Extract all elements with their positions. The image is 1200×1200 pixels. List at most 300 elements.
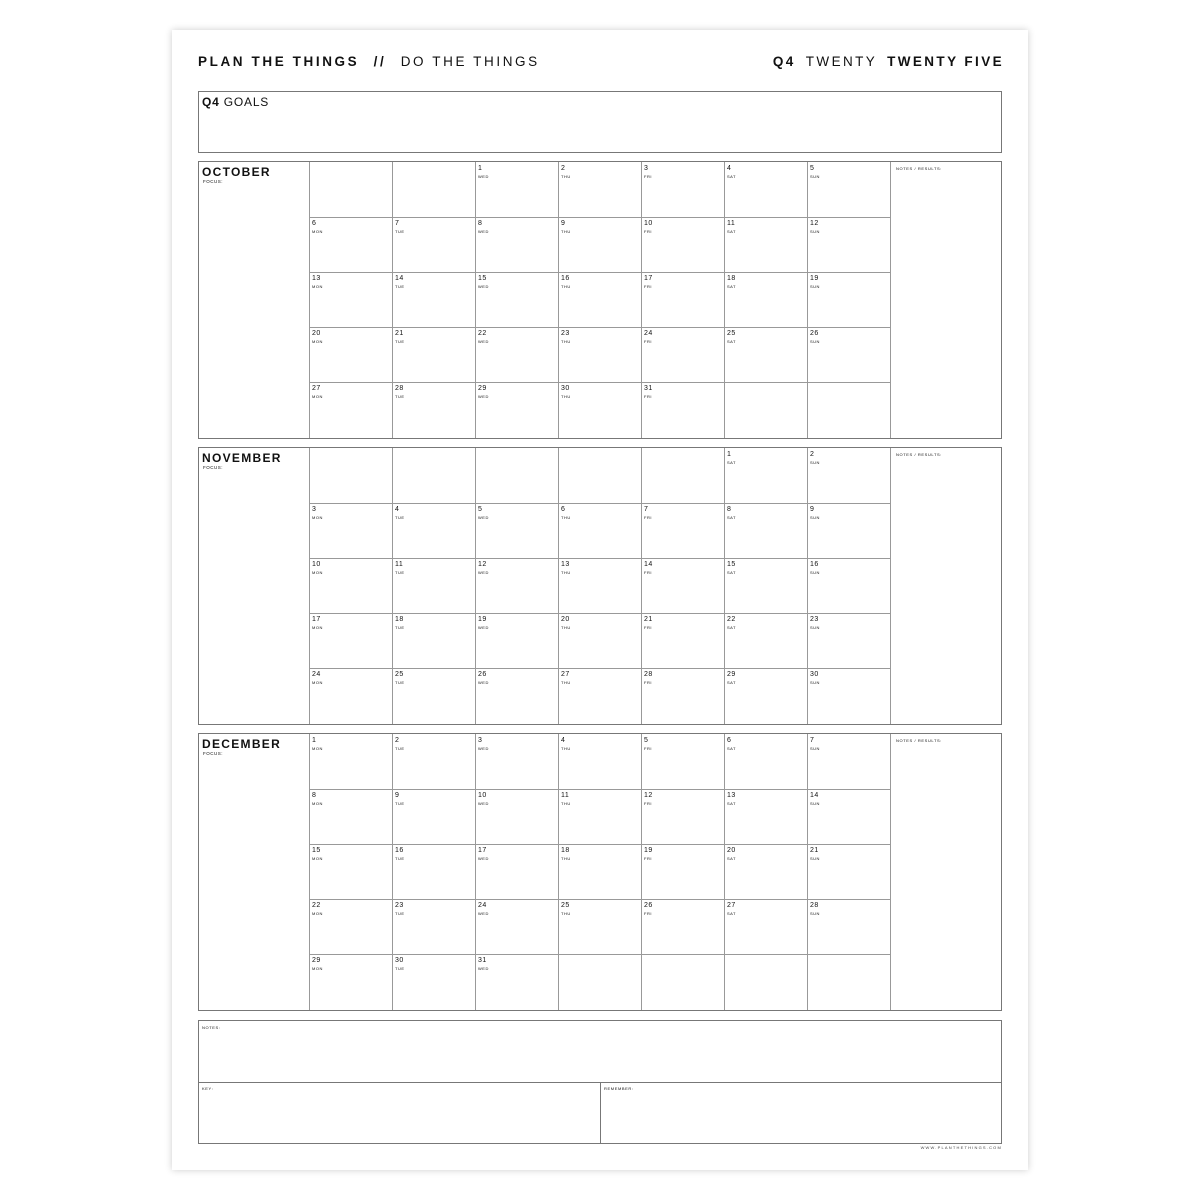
day-weekday: SAT (727, 229, 736, 234)
day-number: 8 (312, 792, 317, 799)
day-cell[interactable] (807, 162, 890, 217)
day-weekday: SAT (727, 460, 736, 465)
day-weekday: SUN (810, 284, 820, 289)
day-cell[interactable] (392, 217, 475, 272)
day-cell[interactable] (558, 844, 641, 899)
day-cell[interactable] (309, 789, 392, 844)
day-number: 31 (644, 385, 653, 392)
day-weekday: THU (561, 911, 571, 916)
day-number: 18 (395, 616, 404, 623)
page-header (198, 54, 1004, 72)
day-number: 29 (727, 671, 736, 678)
day-cell[interactable] (558, 899, 641, 954)
day-weekday: WED (478, 339, 489, 344)
day-weekday: TUE (395, 856, 405, 861)
notes-label: NOTES: (202, 1025, 221, 1030)
day-number: 4 (561, 737, 566, 744)
day-weekday: TUE (395, 515, 405, 520)
day-cell[interactable] (558, 789, 641, 844)
day-cell[interactable] (641, 789, 724, 844)
day-weekday: WED (478, 625, 489, 630)
day-number: 30 (395, 957, 404, 964)
notes-results-label: NOTES / RESULTS: (896, 738, 942, 743)
day-number: 29 (312, 957, 321, 964)
month-name: DECEMBER (202, 737, 282, 751)
day-weekday: MON (312, 229, 323, 234)
day-number: 18 (561, 847, 570, 854)
day-cell[interactable] (309, 558, 392, 613)
day-cell[interactable] (309, 327, 392, 382)
day-cell[interactable] (724, 217, 807, 272)
day-number: 28 (395, 385, 404, 392)
day-number: 28 (644, 671, 653, 678)
grid-line (890, 734, 891, 1010)
day-weekday: SAT (727, 856, 736, 861)
day-cell[interactable] (807, 558, 890, 613)
notes-results-label: NOTES / RESULTS: (896, 452, 942, 457)
day-weekday: WED (478, 746, 489, 751)
day-number: 3 (312, 506, 317, 513)
day-cell[interactable] (807, 789, 890, 844)
empty-day-cell[interactable] (309, 448, 392, 503)
day-number: 24 (644, 330, 653, 337)
day-number: 22 (727, 616, 736, 623)
day-cell[interactable] (807, 899, 890, 954)
day-cell[interactable] (475, 789, 558, 844)
day-cell[interactable] (558, 272, 641, 327)
day-weekday: THU (561, 625, 571, 630)
day-number: 17 (312, 616, 321, 623)
q4-goals-box[interactable] (198, 91, 1002, 153)
day-cell[interactable] (392, 613, 475, 668)
day-weekday: TUE (395, 801, 405, 806)
day-number: 21 (644, 616, 653, 623)
day-weekday: SAT (727, 625, 736, 630)
day-cell[interactable] (641, 162, 724, 217)
empty-day-cell[interactable] (558, 448, 641, 503)
day-weekday: SUN (810, 460, 820, 465)
day-cell[interactable] (724, 844, 807, 899)
day-weekday: SAT (727, 746, 736, 751)
day-number: 12 (478, 561, 487, 568)
day-cell[interactable] (724, 503, 807, 558)
day-cell[interactable] (475, 668, 558, 723)
day-weekday: TUE (395, 966, 405, 971)
day-number: 20 (727, 847, 736, 854)
day-cell[interactable] (475, 954, 558, 1009)
day-weekday: WED (478, 515, 489, 520)
day-cell[interactable] (392, 382, 475, 437)
day-cell[interactable] (641, 668, 724, 723)
day-cell[interactable] (641, 558, 724, 613)
day-number: 29 (478, 385, 487, 392)
focus-label: FOCUS: (203, 465, 224, 470)
day-cell[interactable] (392, 558, 475, 613)
day-number: 19 (810, 275, 819, 282)
day-weekday: SAT (727, 801, 736, 806)
day-cell[interactable] (309, 272, 392, 327)
day-number: 27 (561, 671, 570, 678)
day-weekday: FRI (644, 515, 652, 520)
day-weekday: TUE (395, 746, 405, 751)
day-weekday: MON (312, 911, 323, 916)
day-weekday: SUN (810, 625, 820, 630)
day-number: 10 (312, 561, 321, 568)
empty-day-cell[interactable] (392, 448, 475, 503)
day-weekday: SAT (727, 515, 736, 520)
grid-line (890, 162, 891, 438)
empty-day-cell[interactable] (641, 448, 724, 503)
day-cell[interactable] (392, 327, 475, 382)
day-number: 18 (727, 275, 736, 282)
day-cell[interactable] (807, 503, 890, 558)
day-number: 6 (727, 737, 732, 744)
month-block-october (198, 161, 1002, 439)
day-cell[interactable] (641, 844, 724, 899)
day-number: 14 (810, 792, 819, 799)
day-number: 6 (561, 506, 566, 513)
header-do-text: DO THE THINGS (400, 54, 540, 69)
day-cell[interactable] (724, 448, 807, 503)
day-weekday: FRI (644, 680, 652, 685)
day-cell[interactable] (309, 217, 392, 272)
day-number: 30 (810, 671, 819, 678)
day-number: 10 (478, 792, 487, 799)
day-cell[interactable] (641, 217, 724, 272)
day-weekday: FRI (644, 801, 652, 806)
day-number: 27 (727, 902, 736, 909)
day-number: 19 (478, 616, 487, 623)
day-number: 4 (395, 506, 400, 513)
day-number: 11 (395, 561, 404, 568)
day-weekday: SAT (727, 174, 736, 179)
day-weekday: FRI (644, 229, 652, 234)
day-cell[interactable] (475, 734, 558, 789)
day-weekday: MON (312, 570, 323, 575)
day-cell[interactable] (392, 668, 475, 723)
day-weekday: FRI (644, 284, 652, 289)
day-number: 8 (478, 220, 483, 227)
day-number: 11 (727, 220, 736, 227)
day-number: 16 (810, 561, 819, 568)
day-weekday: TUE (395, 229, 405, 234)
day-weekday: SUN (810, 515, 820, 520)
day-weekday: MON (312, 680, 323, 685)
day-weekday: FRI (644, 174, 652, 179)
day-weekday: SUN (810, 174, 820, 179)
notes-results-label: NOTES / RESULTS: (896, 166, 942, 171)
day-cell[interactable] (309, 899, 392, 954)
day-weekday: FRI (644, 746, 652, 751)
day-cell[interactable] (392, 954, 475, 1009)
day-weekday: WED (478, 229, 489, 234)
day-weekday: TUE (395, 394, 405, 399)
day-weekday: MON (312, 284, 323, 289)
goals-prefix: Q4 (202, 95, 220, 109)
day-cell[interactable] (392, 503, 475, 558)
empty-day-cell[interactable] (807, 954, 890, 1009)
day-number: 9 (561, 220, 566, 227)
day-cell[interactable] (724, 327, 807, 382)
day-cell[interactable] (309, 503, 392, 558)
day-weekday: WED (478, 284, 489, 289)
day-weekday: THU (561, 570, 571, 575)
month-name: NOVEMBER (202, 451, 282, 465)
day-number: 25 (727, 330, 736, 337)
day-weekday: TUE (395, 911, 405, 916)
header-year-bold: TWENTY FIVE (887, 54, 1004, 69)
day-weekday: WED (478, 174, 489, 179)
day-cell[interactable] (558, 327, 641, 382)
day-number: 16 (561, 275, 570, 282)
day-number: 9 (810, 506, 815, 513)
goals-label: GOALS (223, 95, 270, 109)
day-number: 4 (727, 165, 732, 172)
day-weekday: SAT (727, 680, 736, 685)
day-number: 24 (478, 902, 487, 909)
month-name: OCTOBER (202, 165, 271, 179)
day-cell[interactable] (807, 272, 890, 327)
day-weekday: MON (312, 966, 323, 971)
day-weekday: MON (312, 339, 323, 344)
day-weekday: TUE (395, 284, 405, 289)
day-number: 15 (478, 275, 487, 282)
day-weekday: TUE (395, 339, 405, 344)
day-weekday: THU (561, 680, 571, 685)
day-number: 25 (561, 902, 570, 909)
day-cell[interactable] (724, 789, 807, 844)
day-weekday: MON (312, 856, 323, 861)
day-number: 12 (810, 220, 819, 227)
day-weekday: SAT (727, 339, 736, 344)
day-cell[interactable] (558, 382, 641, 437)
header-quarter-label: Q4 (772, 54, 796, 69)
day-number: 30 (561, 385, 570, 392)
day-weekday: SUN (810, 856, 820, 861)
day-cell[interactable] (475, 272, 558, 327)
day-cell[interactable] (807, 844, 890, 899)
day-weekday: SUN (810, 229, 820, 234)
day-cell[interactable] (475, 217, 558, 272)
day-cell[interactable] (475, 844, 558, 899)
day-cell[interactable] (641, 503, 724, 558)
day-weekday: TUE (395, 625, 405, 630)
day-cell[interactable] (724, 899, 807, 954)
day-weekday: THU (561, 801, 571, 806)
day-number: 23 (810, 616, 819, 623)
day-cell[interactable] (392, 899, 475, 954)
day-cell[interactable] (724, 162, 807, 217)
day-cell[interactable] (475, 162, 558, 217)
day-weekday: SAT (727, 284, 736, 289)
day-number: 20 (312, 330, 321, 337)
day-weekday: SUN (810, 911, 820, 916)
day-cell[interactable] (724, 734, 807, 789)
day-cell[interactable] (724, 558, 807, 613)
day-cell[interactable] (807, 217, 890, 272)
day-weekday: THU (561, 856, 571, 861)
day-number: 3 (644, 165, 649, 172)
day-cell[interactable] (641, 382, 724, 437)
day-weekday: TUE (395, 680, 405, 685)
bottom-notes-section (198, 1020, 1002, 1144)
empty-day-cell[interactable] (475, 448, 558, 503)
day-weekday: TUE (395, 570, 405, 575)
day-number: 5 (644, 737, 649, 744)
day-number: 7 (395, 220, 400, 227)
day-cell[interactable] (641, 899, 724, 954)
day-weekday: FRI (644, 570, 652, 575)
day-number: 17 (478, 847, 487, 854)
day-number: 6 (312, 220, 317, 227)
day-number: 8 (727, 506, 732, 513)
day-cell[interactable] (558, 613, 641, 668)
day-cell[interactable] (807, 734, 890, 789)
day-number: 1 (478, 165, 483, 172)
day-cell[interactable] (475, 327, 558, 382)
day-cell[interactable] (309, 844, 392, 899)
day-cell[interactable] (392, 844, 475, 899)
header-slogan (198, 54, 540, 69)
day-number: 21 (810, 847, 819, 854)
day-cell[interactable] (641, 613, 724, 668)
day-cell[interactable] (807, 613, 890, 668)
day-number: 1 (727, 451, 732, 458)
empty-day-cell[interactable] (807, 382, 890, 437)
day-cell[interactable] (558, 162, 641, 217)
day-cell[interactable] (558, 217, 641, 272)
empty-day-cell[interactable] (641, 954, 724, 1009)
day-weekday: WED (478, 394, 489, 399)
day-cell[interactable] (475, 382, 558, 437)
focus-label: FOCUS: (203, 179, 224, 184)
day-cell[interactable] (724, 668, 807, 723)
day-cell[interactable] (392, 734, 475, 789)
day-cell[interactable] (309, 954, 392, 1009)
key-label: KEY: (202, 1086, 214, 1091)
day-cell[interactable] (475, 503, 558, 558)
day-cell[interactable] (392, 789, 475, 844)
day-cell[interactable] (309, 668, 392, 723)
day-cell[interactable] (724, 613, 807, 668)
day-cell[interactable] (392, 272, 475, 327)
day-weekday: FRI (644, 856, 652, 861)
day-weekday: MON (312, 801, 323, 806)
day-weekday: SUN (810, 801, 820, 806)
day-number: 13 (561, 561, 570, 568)
day-weekday: MON (312, 394, 323, 399)
day-weekday: THU (561, 394, 571, 399)
day-number: 15 (727, 561, 736, 568)
day-weekday: SAT (727, 570, 736, 575)
empty-day-cell[interactable] (392, 162, 475, 217)
day-cell[interactable] (807, 668, 890, 723)
day-weekday: FRI (644, 911, 652, 916)
day-number: 24 (312, 671, 321, 678)
day-number: 5 (810, 165, 815, 172)
day-weekday: WED (478, 911, 489, 916)
day-weekday: WED (478, 570, 489, 575)
day-weekday: WED (478, 680, 489, 685)
day-number: 11 (561, 792, 570, 799)
day-number: 14 (644, 561, 653, 568)
day-number: 7 (810, 737, 815, 744)
empty-day-cell[interactable] (309, 162, 392, 217)
day-number: 26 (478, 671, 487, 678)
day-cell[interactable] (641, 734, 724, 789)
day-cell[interactable] (558, 734, 641, 789)
empty-day-cell[interactable] (724, 954, 807, 1009)
header-separator: // (373, 54, 387, 69)
day-cell[interactable] (807, 327, 890, 382)
day-weekday: WED (478, 801, 489, 806)
day-number: 5 (478, 506, 483, 513)
day-number: 3 (478, 737, 483, 744)
day-weekday: SAT (727, 911, 736, 916)
day-cell[interactable] (475, 558, 558, 613)
day-cell[interactable] (309, 734, 392, 789)
day-cell[interactable] (309, 382, 392, 437)
day-weekday: MON (312, 625, 323, 630)
day-weekday: MON (312, 515, 323, 520)
day-cell[interactable] (475, 899, 558, 954)
day-weekday: THU (561, 339, 571, 344)
day-number: 21 (395, 330, 404, 337)
day-weekday: SUN (810, 680, 820, 685)
day-cell[interactable] (558, 558, 641, 613)
day-number: 20 (561, 616, 570, 623)
day-weekday: THU (561, 284, 571, 289)
day-cell[interactable] (475, 613, 558, 668)
day-number: 22 (478, 330, 487, 337)
day-number: 16 (395, 847, 404, 854)
remember-label: REMEMBER: (604, 1086, 634, 1091)
day-number: 2 (561, 165, 566, 172)
day-cell[interactable] (641, 327, 724, 382)
empty-day-cell[interactable] (558, 954, 641, 1009)
day-number: 25 (395, 671, 404, 678)
day-weekday: MON (312, 746, 323, 751)
month-block-november (198, 447, 1002, 725)
day-number: 1 (312, 737, 317, 744)
day-number: 22 (312, 902, 321, 909)
empty-day-cell[interactable] (724, 382, 807, 437)
day-cell[interactable] (309, 613, 392, 668)
day-cell[interactable] (641, 272, 724, 327)
day-weekday: WED (478, 856, 489, 861)
divider (600, 1082, 601, 1143)
month-block-december (198, 733, 1002, 1011)
day-cell[interactable] (558, 668, 641, 723)
header-year-light: TWENTY (805, 54, 877, 69)
day-number: 9 (395, 792, 400, 799)
website-url: WWW.PLANTHETHINGS.COM (920, 1145, 1002, 1150)
day-cell[interactable] (724, 272, 807, 327)
header-plan-text: PLAN THE THINGS (198, 54, 360, 69)
day-number: 10 (644, 220, 653, 227)
day-number: 27 (312, 385, 321, 392)
day-number: 13 (727, 792, 736, 799)
day-number: 14 (395, 275, 404, 282)
day-cell[interactable] (807, 448, 890, 503)
day-number: 23 (561, 330, 570, 337)
day-weekday: THU (561, 174, 571, 179)
day-weekday: THU (561, 746, 571, 751)
day-cell[interactable] (558, 503, 641, 558)
day-weekday: WED (478, 966, 489, 971)
day-number: 28 (810, 902, 819, 909)
day-weekday: THU (561, 515, 571, 520)
